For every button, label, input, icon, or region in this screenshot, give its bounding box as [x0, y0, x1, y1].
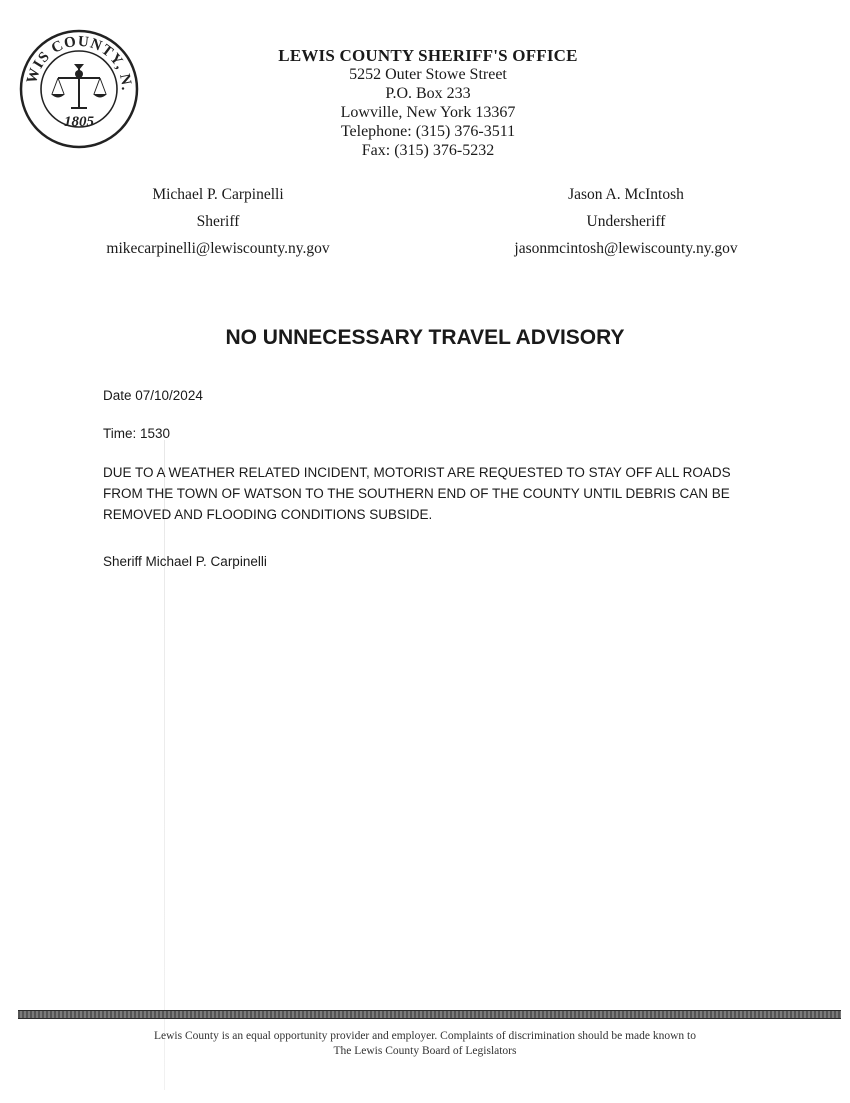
advisory-date: Date 07/10/2024	[103, 388, 203, 403]
sheriff-name: Michael P. Carpinelli	[152, 186, 284, 203]
scales-of-justice-icon	[18, 28, 140, 150]
footer-divider	[18, 1010, 841, 1019]
letterhead	[228, 46, 628, 160]
county-seal	[18, 28, 140, 150]
office-name: LEWIS COUNTY SHERIFF'S OFFICE	[278, 46, 578, 65]
advisory-time: Time: 1530	[103, 426, 171, 441]
footer-line-2: The Lewis County Board of Legislators	[333, 1045, 517, 1057]
sheriff-email: mikecarpinelli@lewiscounty.ny.gov	[106, 240, 330, 257]
footer	[0, 1029, 850, 1059]
sheriff-contact	[88, 181, 348, 262]
signature: Sheriff Michael P. Carpinelli	[103, 554, 267, 569]
street-address: 5252 Outer Stowe Street	[349, 66, 507, 83]
fax: Fax: (315) 376-5232	[361, 142, 495, 159]
advisory-notice: DUE TO A WEATHER RELATED INCIDENT, MOTORIST ARE REQUESTED TO STAY OFF ALL ROADS FROM THE TOWN OF WATSON TO THE SOUTHERN END OF THE COUNTY UNTIL DEBRIS CAN BE REMOVED AND FLOODING CONDITIONS SUBSIDE.	[103, 465, 731, 522]
sheriff-title: Sheriff	[196, 213, 240, 230]
city-state-zip: Lowville, New York 13367	[340, 104, 516, 121]
undersheriff-title: Undersheriff	[586, 213, 666, 230]
undersheriff-name: Jason A. McIntosh	[568, 186, 684, 203]
footer-line-1: Lewis County is an equal opportunity provider and employer. Complaints of discrimination should be made known to	[153, 1030, 697, 1042]
undersheriff-contact	[495, 181, 757, 262]
svg-text:1805: 1805	[64, 114, 94, 130]
svg-text:LEWIS COUNTY, N.Y.: WIS COUNTY, N.	[24, 33, 135, 92]
advisory-title: NO UNNECESSARY TRAVEL ADVISORY	[225, 326, 625, 349]
po-box: P.O. Box 233	[385, 85, 471, 102]
undersheriff-email: jasonmcintosh@lewiscounty.ny.gov	[514, 240, 738, 257]
telephone: Telephone: (315) 376-3511	[340, 123, 516, 140]
scan-artifact-line	[164, 440, 165, 1090]
